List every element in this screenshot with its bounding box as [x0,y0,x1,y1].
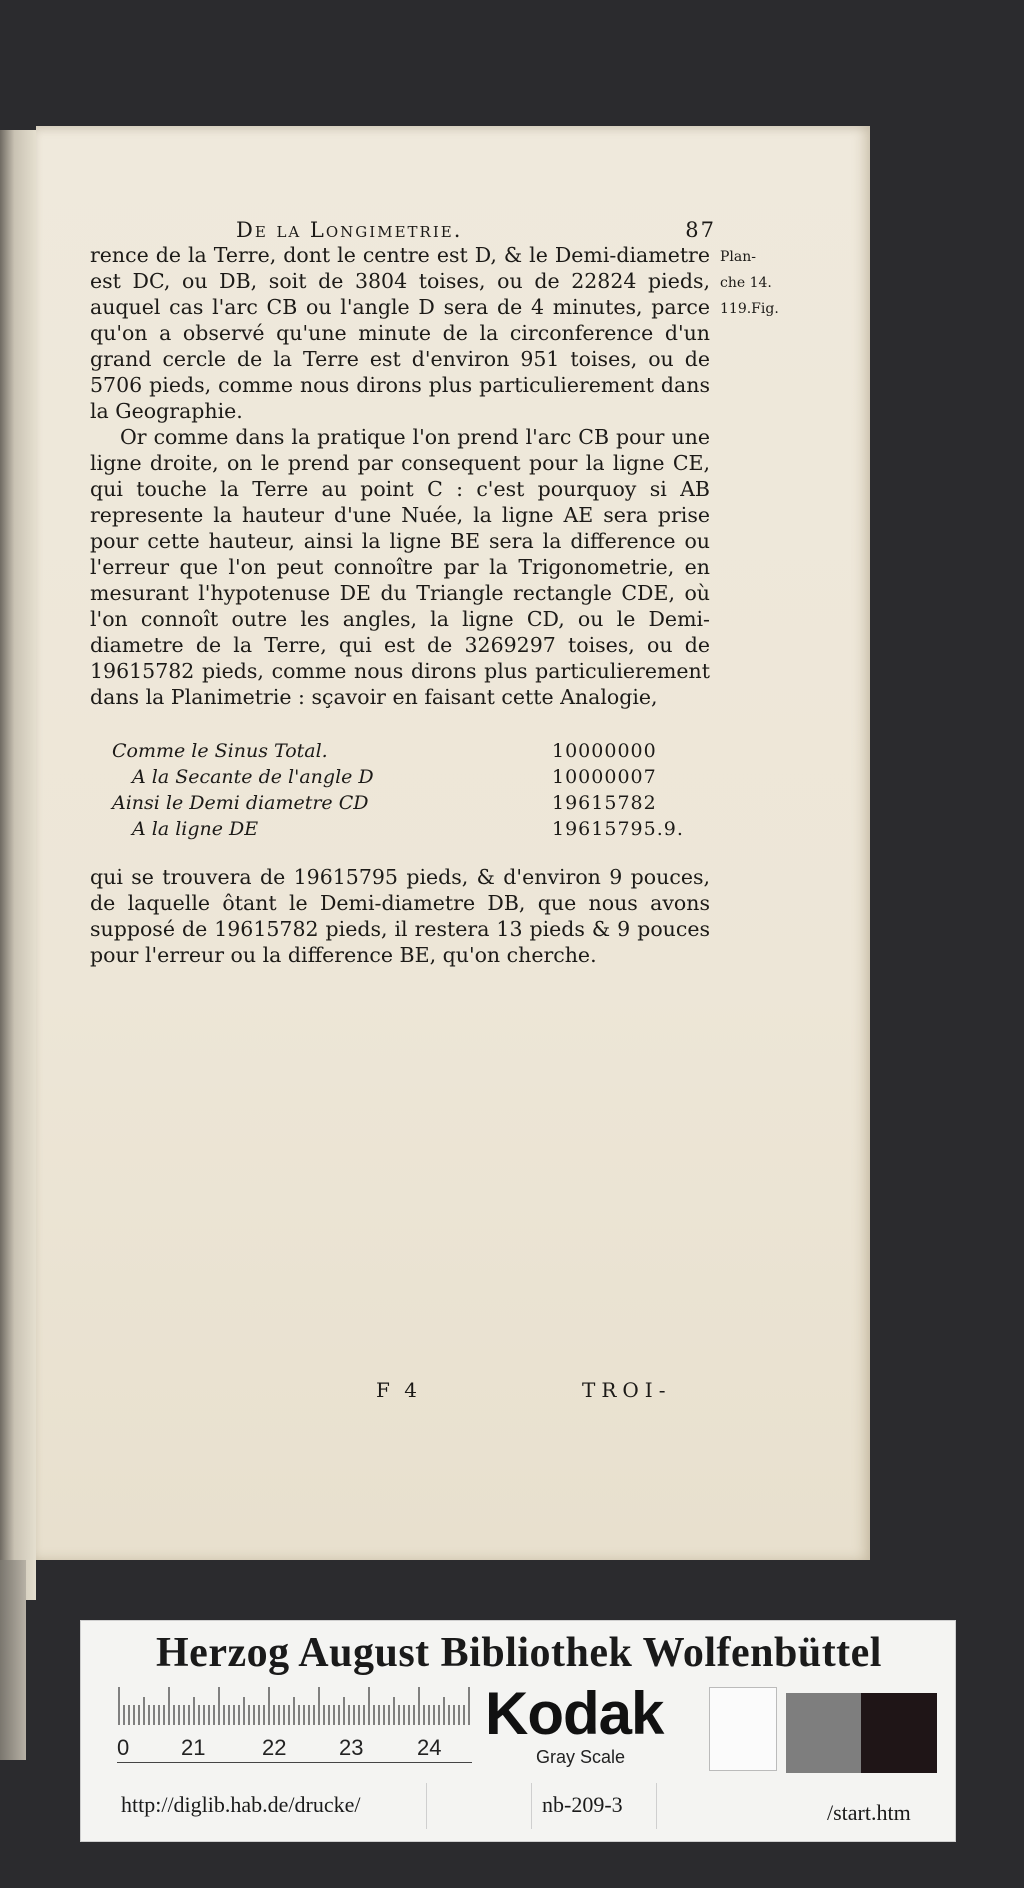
analogy-table [112,738,712,842]
running-head [236,218,716,242]
library-name: Herzog August Bibliothek Wolfenbüttel [156,1630,882,1676]
ruler-label: 23 [339,1735,364,1760]
white-swatch [709,1687,777,1771]
running-head-title: De la Longimetrie. [236,218,463,242]
ruler-label: 0 [117,1735,130,1760]
margin-note [720,244,800,322]
analogy-row [112,790,712,816]
paragraph: rence de la Terre, dont le centre est D, & le Demi-diametre est DC, ou DB, soit de 3804 toises, ou de 22824 pieds, auquel cas l'arc CB ou l'angle D sera de 4 minutes, parce qu'on a observé qu'une minute de la circonference d'un grand cercle de la Terre est d'environ 951 toises, ou de 5706 pieds, comme nous dirons plus particulierement dans la Geographie. [90,243,710,423]
paragraph: Or comme dans la pratique l'on prend l'arc CB pour une ligne droite, on le prend par consequent pour la ligne CE, qui touche la Terre au point C : c'est pourquoy si AB represente la hauteur d'une Nuée, la ligne AE sera prise pour cette hauteur, ainsi la ligne BE sera la difference ou l'erreur que l'on peut connoître par la Trigonometrie, en mesurant l'hypotenuse DE du Triangle rectangle CDE, où l'on connoît outre les angles, la ligne CD, ou le Demi-diametre de la Terre, qui est de 3269297 toises, ou de 19615782 pieds, comme nous dirons plus particulierement dans la Planimetrie : sçavoir en faisant cette Analogie, [90,425,710,709]
analogy-label: A la Secante de l'angle D [132,766,374,788]
book-page [36,126,870,1560]
margin-note-line: Plan- [720,249,756,265]
ruler-labels [117,1735,472,1761]
black-swatch [861,1693,937,1773]
ruler [117,1685,472,1763]
url-part: nb-209-3 [531,1783,657,1829]
analogy-label: A la ligne DE [132,818,259,840]
ruler-label: 21 [181,1735,206,1760]
url-part: /start.htm [827,1800,911,1825]
analogy-value: 10000000 [552,740,657,762]
url-part: http://diglib.hab.de/drucke/ [111,1783,427,1829]
margin-note-line: che 14. [720,275,772,291]
analogy-value: 19615795.9. [552,818,684,840]
body-text [90,242,710,710]
analogy-row [112,738,712,764]
gray-swatch [786,1693,861,1773]
adjacent-page-edge [0,130,36,1600]
ruler-label: 22 [262,1735,287,1760]
analogy-value: 10000007 [552,766,657,788]
grayscale-label: Gray Scale [536,1747,626,1767]
analogy-row [112,764,712,790]
ruler-ticks [117,1685,472,1725]
conclusion-paragraph: qui se trouvera de 19615795 pieds, & d'environ 9 pouces, de laquelle ôtant le Demi-diametre DB, que nous avons supposé de 19615782 pieds, il restera 13 pieds & 9 pouces pour l'erreur ou la difference BE, qu'on cherche. [90,865,710,967]
binding-edge [0,1560,26,1760]
ruler-label: 24 [417,1735,442,1760]
analogy-label: Comme le Sinus Total. [112,740,328,762]
color-calibration-strip [80,1620,956,1842]
analogy-row [112,816,712,842]
analogy-label: Ainsi le Demi diametre CD [112,792,369,814]
signature-mark: F 4 [376,1378,421,1402]
page-number: 87 [685,218,716,242]
analogy-value: 19615782 [552,792,657,814]
margin-note-line: 119.Fig. [720,301,779,317]
catchword: TROI- [582,1378,672,1402]
kodak-logo: Kodak [485,1680,664,1747]
